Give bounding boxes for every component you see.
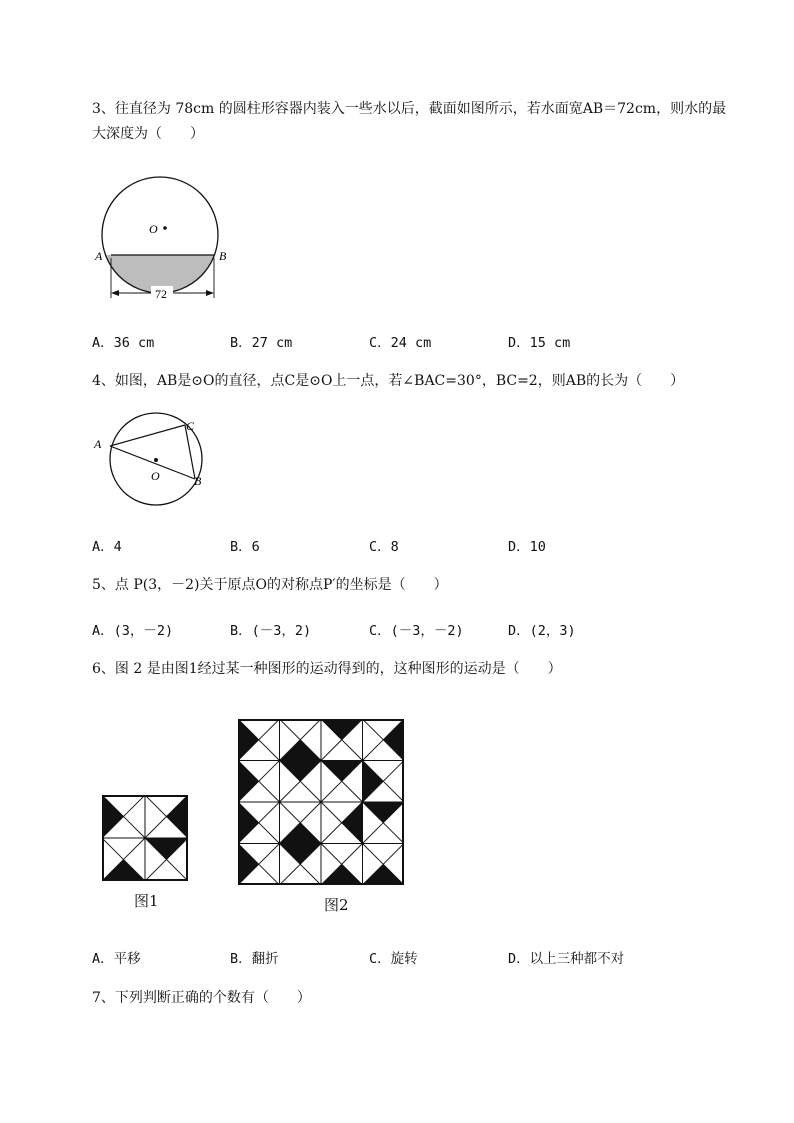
q6-figure-1-label: 图1 bbox=[134, 892, 159, 910]
q3-option-a[interactable]: A．36 cm bbox=[92, 335, 155, 351]
shaded-triangle bbox=[321, 719, 363, 740]
q5-option-b[interactable]: B．(－3，2) bbox=[230, 623, 312, 639]
label-72: 72 bbox=[155, 287, 167, 301]
q4-option-a[interactable]: A．4 bbox=[92, 539, 122, 555]
q4-option-b[interactable]: B．6 bbox=[230, 539, 260, 555]
center-dot bbox=[154, 458, 158, 462]
dim-arrow-left bbox=[111, 290, 119, 296]
q6-figure-2-pattern bbox=[238, 719, 404, 885]
label-c: C bbox=[186, 419, 195, 433]
shaded-triangle bbox=[280, 740, 322, 761]
q3-option-b[interactable]: B．27 cm bbox=[230, 335, 293, 351]
q5-option-a[interactable]: A．(3，－2) bbox=[92, 623, 174, 639]
shaded-triangle bbox=[383, 719, 404, 761]
shaded-triangle bbox=[363, 802, 405, 823]
q4-option-d[interactable]: D．10 bbox=[508, 539, 546, 555]
shaded-triangle bbox=[102, 860, 145, 882]
q3-figure-circle-water bbox=[88, 176, 238, 311]
label-a: A bbox=[94, 437, 102, 451]
q4-text: 4、如图，AB是⊙O的直径，点C是⊙O上一点，若∠BAC=30°，BC=2，则AB的长为（ ） bbox=[92, 373, 685, 389]
shaded-triangle bbox=[238, 844, 259, 886]
shaded-triangle bbox=[280, 761, 322, 782]
shaded-triangle bbox=[363, 761, 384, 803]
q6-option-c[interactable]: C．旋转 bbox=[369, 951, 418, 967]
shaded-triangle bbox=[167, 795, 189, 838]
q6-text: 6、图 2 是由图1经过某一种图形的运动得到的，这种图形的运动是（ ） bbox=[92, 661, 562, 677]
q6-option-b[interactable]: B．翻折 bbox=[230, 951, 279, 967]
shaded-triangle bbox=[363, 864, 405, 885]
q5-text: 5、点 P(3，－2)关于原点O的对称点P′的坐标是（ ） bbox=[92, 577, 448, 593]
q6-option-d[interactable]: D．以上三种都不对 bbox=[508, 951, 625, 967]
shaded-triangle bbox=[280, 823, 322, 844]
shaded-triangle bbox=[102, 795, 124, 838]
q3-option-d[interactable]: D．15 cm bbox=[508, 335, 571, 351]
q5-option-c[interactable]: C．(－3，－2) bbox=[369, 623, 464, 639]
q5-option-d[interactable]: D．(2，3) bbox=[508, 623, 576, 639]
q3-option-c[interactable]: C．24 cm bbox=[369, 335, 432, 351]
label-b: B bbox=[194, 474, 202, 488]
q7-text: 7、下列判断正确的个数有（ ） bbox=[92, 990, 311, 1006]
q6-option-a[interactable]: A．平移 bbox=[92, 951, 141, 967]
label-o: O bbox=[149, 222, 158, 236]
label-o: O bbox=[151, 469, 160, 483]
shaded-triangle bbox=[321, 761, 363, 782]
q3-line1: 3、往直径为 78cm 的圆柱形容器内装入一些水以后，截面如图所示，若水面宽AB＝72cm，则水的最 bbox=[92, 101, 727, 117]
q6-figure-1-pattern bbox=[102, 795, 188, 881]
q6-figure-2-label: 图2 bbox=[324, 896, 349, 914]
shaded-triangle bbox=[145, 838, 188, 860]
shaded-triangle bbox=[321, 864, 363, 885]
shaded-triangle bbox=[280, 844, 322, 865]
q3-line2: 大深度为（ ） bbox=[92, 126, 204, 142]
shaded-triangle bbox=[342, 802, 363, 844]
label-a: A bbox=[95, 249, 103, 263]
label-b: B bbox=[219, 249, 227, 263]
shaded-triangle bbox=[238, 761, 259, 803]
shaded-triangle bbox=[238, 802, 259, 844]
q4-option-c[interactable]: C．8 bbox=[369, 539, 399, 555]
dim-arrow-right bbox=[206, 290, 214, 296]
center-dot bbox=[163, 226, 167, 230]
q4-figure-circle-triangle bbox=[88, 412, 218, 512]
shaded-triangle bbox=[238, 719, 259, 761]
